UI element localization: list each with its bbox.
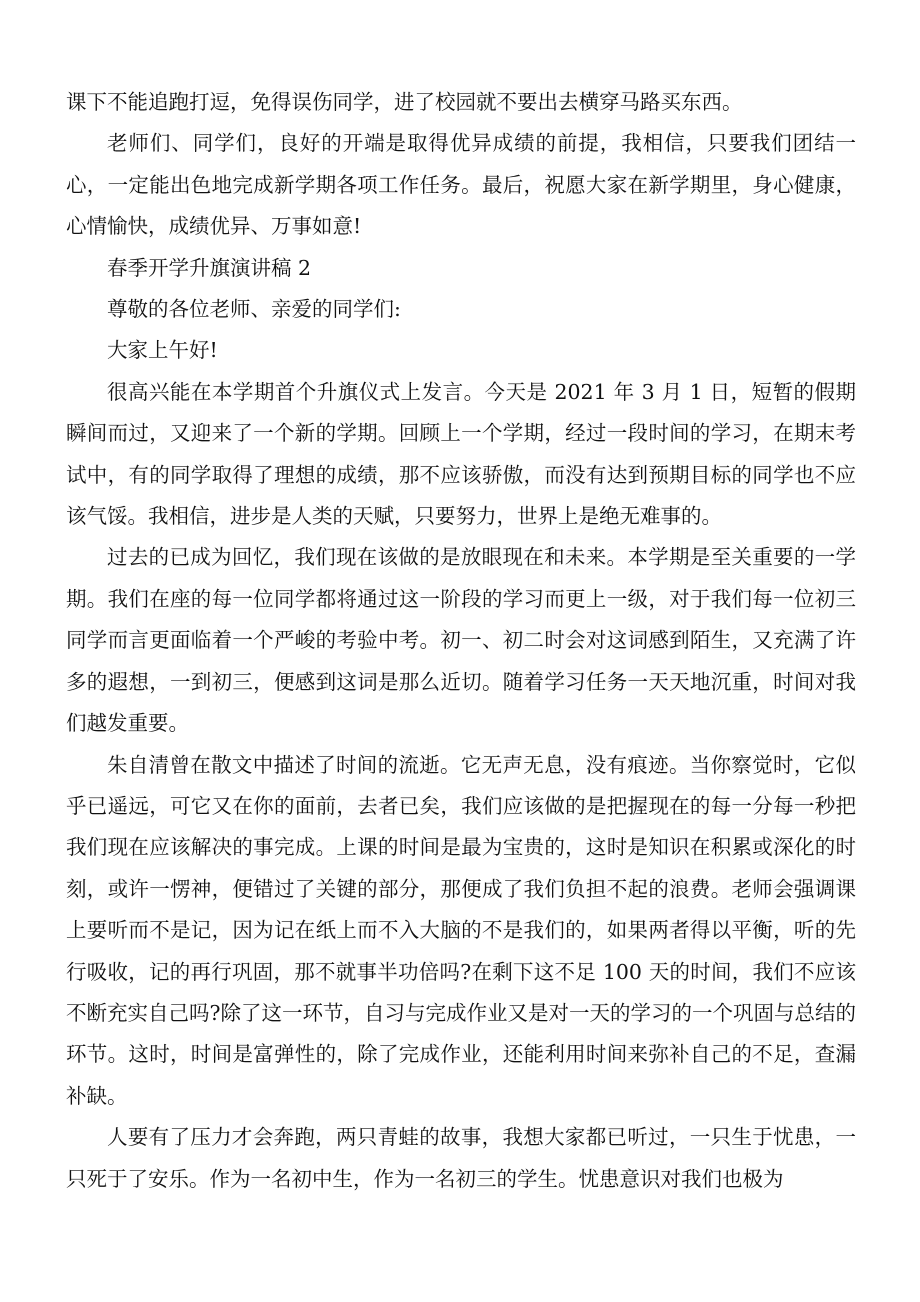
salutation: 尊敬的各位老师、亲爱的同学们: xyxy=(107,297,401,322)
paragraph-closing-wishes: 老师们、同学们，良好的开端是取得优异成绩的前提，我相信，只要我们团结一心，一定能出色地完成新学期各项工作任务。最后，祝愿大家在新学期里，身心健康，心情愉快，成绩优异、万事如意! xyxy=(66,131,856,239)
document-body xyxy=(66,82,856,1200)
paragraph-time: 朱自清曾在散文中描述了时间的流逝。它无声无息，没有痕迹。当你察觉时，它似乎已遥远，可它又在你的面前，去者已矣，我们应该做的是把握现在的每一分每一秒把我们现在应该解决的事完成。上课的时间是最为宝贵的，这时是知识在积累或深化的时刻，或许一愣神，便错过了关键的部分，那便成了我们负担不起的浪费。老师会强调课上要听而不是记，因为记在纸上而不入大脑的不是我们的，如果两者得以平衡，听的先行吸收，记的再行巩固，那不就事半功倍吗?在剩下这不足 100 天的时间，我们不应该不断充实自己吗?除了这一环节，自习与完成作业又是对一天的学习的一个巩固与总结的环节。这时，时间是富弹性的，除了完成作业，还能利用时间来弥补自己的不足，查漏补缺。 xyxy=(66,752,856,1108)
speech-title: 春季开学升旗演讲稿 2 xyxy=(107,255,312,280)
paragraph-opening: 很高兴能在本学期首个升旗仪式上发言。今天是 2021 年 3 月 1 日，短暂的假期瞬间而过，又迎来了一个新的学期。回顾上一个学期，经过一段时间的学习，在期末考试中，有的同学取得了理想的成绩，那不应该骄傲，而没有达到预期目标的同学也不应该气馁。我相信，进步是人类的天赋，只要努力，世界上是绝无难事的。 xyxy=(66,379,856,529)
paragraph-semester: 过去的已成为回忆，我们现在该做的是放眼现在和未来。本学期是至关重要的一学期。我们在座的每一位同学都将通过这一阶段的学习而更上一级，对于我们每一位初三同学而言更面临着一个严峻的考验中考。初一、初二时会对这词感到陌生，又充满了许多的遐想，一到初三，便感到这词是那么近切。随着学习任务一天天地沉重，时间对我们越发重要。 xyxy=(66,545,856,736)
paragraph-pressure: 人要有了压力才会奔跑，两只青蛙的故事，我想大家都已听过，一只生于忧患，一只死于了安乐。作为一名初中生，作为一名初三的学生。忧患意识对我们也极为 xyxy=(66,1125,856,1191)
greeting: 大家上午好! xyxy=(107,338,218,363)
paragraph-continuation: 课下不能追跑打逗，免得误伤同学，进了校园就不要出去横穿马路买东西。 xyxy=(66,90,743,114)
